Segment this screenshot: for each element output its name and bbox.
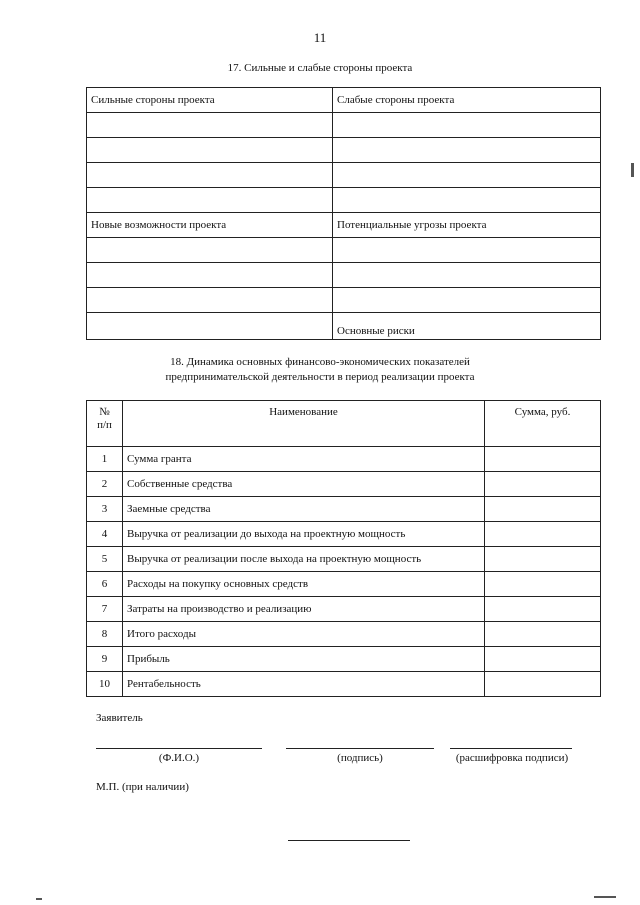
table-row [87,447,601,472]
row-name: Выручка от реализации после выхода на проектную мощность [123,547,485,572]
table-cell [87,138,333,163]
section-18-title [0,355,640,385]
row-number: 9 [87,647,123,672]
table-cell [333,113,601,138]
row-number: 6 [87,572,123,597]
bottom-divider-line [288,840,410,841]
row-name: Собственные средства [123,472,485,497]
signature-caption: (подпись) [337,752,383,764]
row-number: 8 [87,622,123,647]
table-cell: Потенциальные угрозы проекта [333,213,601,238]
scan-edge-mark [631,163,634,177]
table-row [87,547,601,572]
table-cell: Новые возможности проекта [87,213,333,238]
section-18-title-line1: 18. Динамика основных финансово-экономических показателей [170,356,470,368]
row-number: 5 [87,547,123,572]
main-risks-cell: Основные риски [333,313,601,340]
fio-caption: (Ф.И.О.) [158,752,200,764]
row-sum [485,647,601,672]
table-header-row [87,401,601,447]
row-sum [485,447,601,472]
table-row [87,597,601,622]
row-number: 1 [87,447,123,472]
scan-edge-mark [594,896,616,898]
row-name: Прибыль [123,647,485,672]
row-number: 4 [87,522,123,547]
financial-indicators-table [86,400,601,697]
fio-signature-line [96,748,262,749]
row-sum [485,672,601,697]
table-row [87,213,601,238]
row-name: Расходы на покупку основных средств [123,572,485,597]
table-cell [87,163,333,188]
column-header-name: Наименование [123,401,485,447]
row-name: Заемные средства [123,497,485,522]
row-sum [485,597,601,622]
table-cell [333,288,601,313]
row-name: Итого расходы [123,622,485,647]
column-header-sum: Сумма, руб. [485,401,601,447]
section-18-title-line2: предпринимательской деятельности в период реализации проекта [165,371,475,383]
table-cell [333,138,601,163]
table-row [87,138,601,163]
row-sum [485,522,601,547]
decoding-signature-line [450,748,572,749]
scan-edge-mark [36,898,42,900]
row-sum [485,622,601,647]
row-number: 3 [87,497,123,522]
table-cell: Сильные стороны проекта [87,88,333,113]
table-row [87,113,601,138]
table-cell [333,188,601,213]
table-row [87,263,601,288]
table-row [87,313,601,340]
signature-line [286,748,434,749]
table-cell [333,238,601,263]
table-row [87,238,601,263]
table-row [87,88,601,113]
table-row [87,522,601,547]
row-sum [485,497,601,522]
row-number: 10 [87,672,123,697]
row-number: 7 [87,597,123,622]
row-name: Рентабельность [123,672,485,697]
stamp-label: М.П. (при наличии) [96,781,189,793]
row-number: 2 [87,472,123,497]
section-17-title: 17. Сильные и слабые стороны проекта [227,62,413,74]
table-row [87,163,601,188]
applicant-label: Заявитель [96,712,143,724]
table-row [87,572,601,597]
page-number: 11 [313,30,327,45]
table-row [87,497,601,522]
table-cell [87,188,333,213]
row-name: Выручка от реализации до выхода на проектную мощность [123,522,485,547]
table-row [87,288,601,313]
table-cell [87,313,333,340]
table-cell [87,263,333,288]
table-cell [333,263,601,288]
strengths-weaknesses-table [86,87,601,340]
row-sum [485,472,601,497]
table-cell: Слабые стороны проекта [333,88,601,113]
table-row [87,188,601,213]
table-row [87,647,601,672]
table-cell [87,288,333,313]
table-cell [87,113,333,138]
table-row [87,622,601,647]
row-name: Затраты на производство и реализацию [123,597,485,622]
column-header-number: № п/п [87,401,123,447]
table-row [87,672,601,697]
table-cell [333,163,601,188]
decoding-caption: (расшифровка подписи) [455,752,569,764]
table-row [87,472,601,497]
row-sum [485,572,601,597]
row-sum [485,547,601,572]
row-name: Сумма гранта [123,447,485,472]
table-cell [87,238,333,263]
